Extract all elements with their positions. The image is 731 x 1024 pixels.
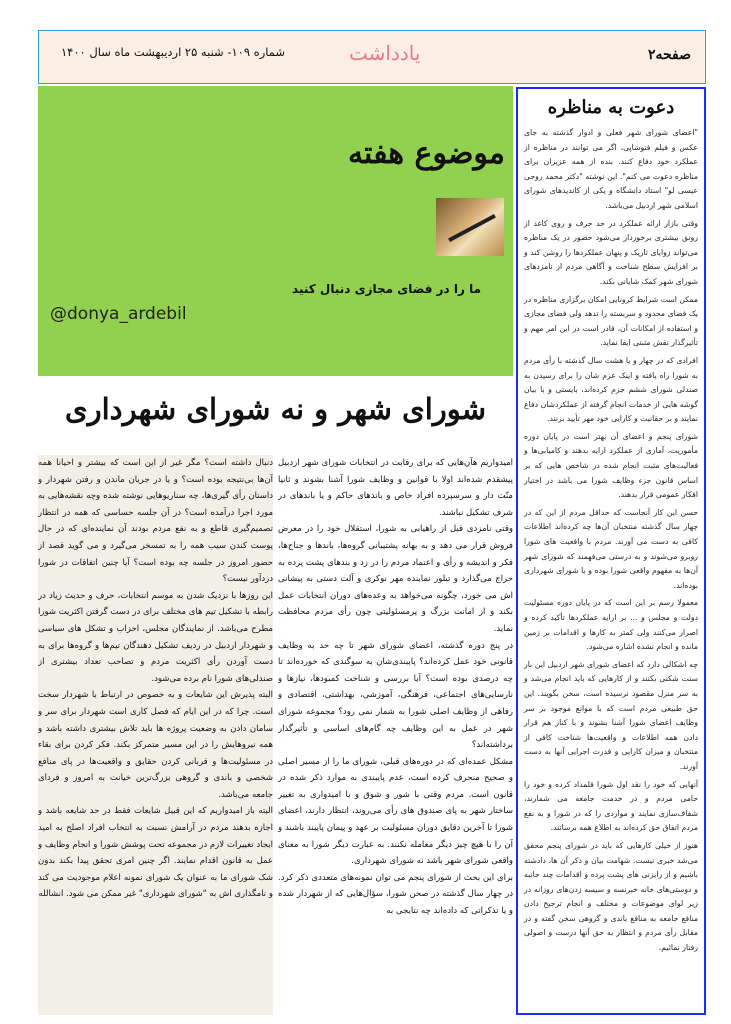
article-column-right: [278, 455, 513, 1015]
sidebar-paragraph: ممکن است شرایط کرونایی امکان برگزاری مناظره در یک فضای محدود و سربسته را تدهد ولی فضای مجازی و استفاده از امکانات آن، قادر است در این امر مهم و تأثیرگذار نقش مثبتی ایفا نماید.: [524, 294, 698, 348]
pen-writing-image: [436, 198, 504, 256]
article-paragraph: مشکل عمده‌ای که در دوره‌های قبلی، شورای ما را از مسیر اصلی و صحیح منحرف کرده است، عدم پایبندی به موارد ذکر شده در قانون است. مردم وقتی با شور و شوق و با امیدواری به تغییر ساختار شهر به پای صندوق های رأی می‌روند، انتظار دارند، اعضای شورا تا آخرین دقایق دوران مسئولیت بر عهد و پیمان پایبند باشند و آن را با هیچ چیز دیگر معامله نکنند. به عبارت دیگر شورا به معنای واقعی شورای شهر باشد نه شورای شهرداری.: [278, 756, 513, 867]
sidebar-paragraph: چه اشکالی دارد که اعضای شورای شهر اردبیل این بار سنت شکنی بکنند و از کارهایی که باید انجام می‌شد و به سر منزل مقصود نرسیده است، سخن بگویند. این حق طبیعی مردم است که با موانع موجود بر سر وظایف اعضای شورا آشنا بشوند و با کنار هم قرار دادن همه اطلاعات و واقعیت‌ها شناخت کافی از منتخبان و میزان کارایی و قدرت اجرایی آنها به دست آورند.: [524, 659, 698, 771]
page-number: صفحه۲: [647, 47, 691, 63]
article-paragraph: دنبال داشته است؟ مگر غیر از این است که بیشتر و احیانا همه آن‌ها بی‌نتیجه بوده است؟ و یا در جریان ماندن و رفتن شهردار و داستان رأی گیری‌ها، چه سناریوهایی نوشته شده وچه نقشه‌هایی به مورد اجرا درآمده است؟ در آن جلسه حساسی که همه در انتظار تصمیم‌گیری قاطع و به نفع مردم بودند آن نماینده‌ای که در حال پوست کندن سیب همه را به تمسخر می‌گیرد و می گوید قصد از حضور امروز در جلسه چه بوده است؟ آیا چنین اتفاقات در شورا دردآور نیست؟: [38, 458, 273, 585]
sidebar-paragraph: شورای پنجم و اعضای آن بهتر است در پایان دوره مأموریت، آماری از عملکرد ارایه بدهند و کامیابی‌ها و فعالیت‌های مثبت انجام شده در شاخص هایی که بر اساس قانون جزء وظایف شورا می باشد در اختیار افکار عمومی قرار بدهند.: [524, 431, 698, 500]
article-paragraph: امیدواریم هآن‌هایی که برای رقابت در انتخابات شورای شهر اردبیل پیشقدم شده‌اند اولا با قوانین و وظایف شورا آشنا بشوند و ثانیا منّت دار و سرسپرده افراد خاص و باندهای حاکم و یا باندهای در شرف تشکیل نباشند.: [278, 458, 513, 518]
social-handle: @donya_ardebil: [50, 304, 187, 324]
article-paragraph: وقتی نامزدی قبل از راهیابی به شورا، استقلال خود را در معرض فروش قرار می دهد و به بهانه پشتیبانی گروه‌ها، باندها و جناح‌ها، فکر و اندیشه و رأی و اعتماد مردم را در زد و بندهای پشت پرده به حراج می‌گذارد و تبلور نماینده مهر نوکری و آلت دستی به پیشانی اش می خورد، چگونه می‌خواهد به وعده‌های دوران انتخابات عمل بکند و از امانت بزرگ و پرمسئولیتی چون رأی مردم محافظت نماید.: [278, 524, 513, 634]
sidebar-paragraph: معمولا رسم بر این است که در پایان دوره مسئولیت دولت و مجلس و ... بر ارایه عملکردها تأکید کرده و اصرار می‌کنند ولی کمتر به کارها و اقدامات بر زمین مانده و انجام نشده اشاره می‌شود.: [524, 598, 698, 652]
article-paragraph: البته باز امیدواریم که این قبیل شایعات فقط در حد شایعه باشد و اجازه بدهند مردم در آرامش نسبت به انتخاب افراد اصلح به امید ایجاد تغییرات لازم در مجموعه تحت پوشش شورا و انجام وظایف و عمل به قانون اقدام نمایند. اگر چنین امری تحقق پیدا بکند بدون شک شورای ما به عنوان یک شورای نمونه اعلام موجودیت می کند و نامگذاری اش به "شورای شهرداری" غیر ممکن می شود. انشالله: [38, 806, 273, 900]
feature-box: [38, 86, 513, 376]
sidebar-body: [518, 126, 704, 956]
sidebar-paragraph: هنوز از خیلی کارهایی که باید در شورای پنجم محقق می‌شد خبری نیست. شهامت بیان و ذکر آن ها، دادشته باشیم و از رایزنی های پشت پرده و اقدامات چند جانبه و دوستی‌های خانه خبرنسه و سیسه زدن‌های روزانه در زیر لوای موضوعات و مختلف و انجام ترجیح دادن منافع جامعه به منافع باندی و گروهی سخن گفته و در مقابل رأی مردم و انتظار به حق آنها درست و اصولی رفتار نمائیم.: [524, 840, 698, 953]
sidebar-column: [516, 87, 706, 1015]
sidebar-paragraph: "اعضای شورای شهر فعلی و ادوار گذشته به جای عکس و فیلم فتوشاپی، اگر می توانند در مناظره از عملکرد خود دفاع کنند. بنده از همه عزیزان برای مناظره دعوت می کنم". این نوشته "دکتر محمد روحی عیسی لو" استاد دانشگاه و یکی از کاندیدهای شورای اسلامی شهر اردبیل می‌باشد.: [524, 128, 698, 210]
article-paragraph: این روزها با نزدیک شدن به موسم انتخابات، حرف و حدیث زیاد در رابطه با تشکیل تیم های مختلف برای در دست گرفتن اکثریت شورا مطرح می‌باشد. از نمایندگان مجلس، احزاب و تشکل های سیاسی و شهردار اردبیل در ردیف تشکیل دهندگان تیم‌ها و گروه‌ها برای به دست آوردن رأی اکثریت مردم و تصاحب تعداد بیشتری از صندلی‌های شورا نام برده می‌شود.: [38, 590, 273, 684]
article-paragraph: در پنج دوره گذشته، اعضای شورای شهر تا چه حد به وظایف قانونی خود عمل کرده‌اند؟ پایبندی‌شان به سوگندی که خورده‌اند تا چه درصدی بوده است؟ آیا بررسی و شناخت کمبودها، نیازها و نارسایی‌های اجتماعی، فرهنگی، آموزشی، بهداشتی، اقتصادی و رفاهی از وظایف اصلی شورا به شمار نمی رود؟ مجموعه شورای شهر در عمل به این وظایف چه گام‌های اساسی و تأثیرگذار برداشته‌اند؟: [278, 640, 513, 751]
feature-title: موضوع هفته: [347, 136, 505, 171]
page-header: [38, 30, 706, 84]
sidebar-paragraph: افرادی که در چهار و یا هشت سال گذشته با رأی مردم به شورا راه یافته و اینک عزم شان را برای رسیدن به صندلی شورای ششم جزم کرده‌اند، بایستی و با بیان گوشه هایی از خدمات انجام گرفته از عملکردشان دفاع نمایند و بر حقانیت و کارایی خود مهر تأیید بزنند.: [524, 355, 698, 424]
sidebar-title: دعوت به مناظره: [547, 97, 675, 118]
article-paragraph: برای این بحث از شورای پنجم می توان نمونه‌های متعددی ذکر کرد. در چهار سال گذشته در صحن شورا، سؤال‌هایی که از شهردار شده و یا تذکراتی که داده‌اند چه نتایجی به: [278, 872, 513, 917]
follow-text: ما را در فضای مجازی دنبال کنید: [292, 282, 481, 296]
section-title: یادداشت: [349, 41, 421, 65]
article-body: [38, 455, 513, 1015]
sidebar-paragraph: وقتی بازار ارائه عملکرد در حد حرف و روی کاغذ از رونق بیشتری برخوردار می‌شود حضور در یک مناظره می‌تواند زوایای تاریک و پنهان عملکردها را روشن کند و بر افزایش سطح شناخت و آگاهی مردم از نامزدهای شورای شهر کمک شایانی بکند.: [524, 218, 698, 286]
sidebar-paragraph: حسن این کار آنجاست که حداقل مردم از این که در چهار سال گذشته منتخبان آن‌ها چه کرده‌اند اطلاعات کافی به دست می آورند. مردم با واقعیت های شورا روبرو می‌شوند و به درستی می‌فهمند که شورای شهر آن‌ها به مفهوم واقعی شورا بوده و یا شورای شهرداری بوده‌اند.: [524, 507, 698, 590]
article-headline: شورای شهر و نه شورای شهرداری: [64, 392, 487, 426]
issue-info: شماره ۱۰۹- شنبه ۲۵ اردیبهشت ماه سال ۱۴۰۰: [61, 45, 286, 59]
article-paragraph: البته پذیرش این شایعات و به خصوص در ارتباط با شهردار سخت است. چرا که در این ایام که فصل کاری است شهردار برای سر و سامان دادن به وضعیت پروژه ها باید تلاش بیشتری داشته باشد و همه نیروهایش را در این مسیر متمرکز بکند. فکر کردن برای بقاء در مسئولیت‌ها و قربانی کردن حقایق و واقعیت‌ها در پای منافع شخصی و باندی و گروهی بزرگ‌ترین خیانت به امروز و فردای جامعه می‌باشد.: [38, 690, 273, 800]
article-column-left: [38, 455, 273, 1015]
sidebar-paragraph: آنهایی که خود را نقد اول شورا قلمداد کرده و خود را حامی مردم و در خدمت جامعه می شمارند، شفاف‌سازی نمایند و مواردی را که در شورا و به نفع مردم اتفاق حق کرده‌اند به اطلاع همه برسانند.: [524, 779, 698, 833]
